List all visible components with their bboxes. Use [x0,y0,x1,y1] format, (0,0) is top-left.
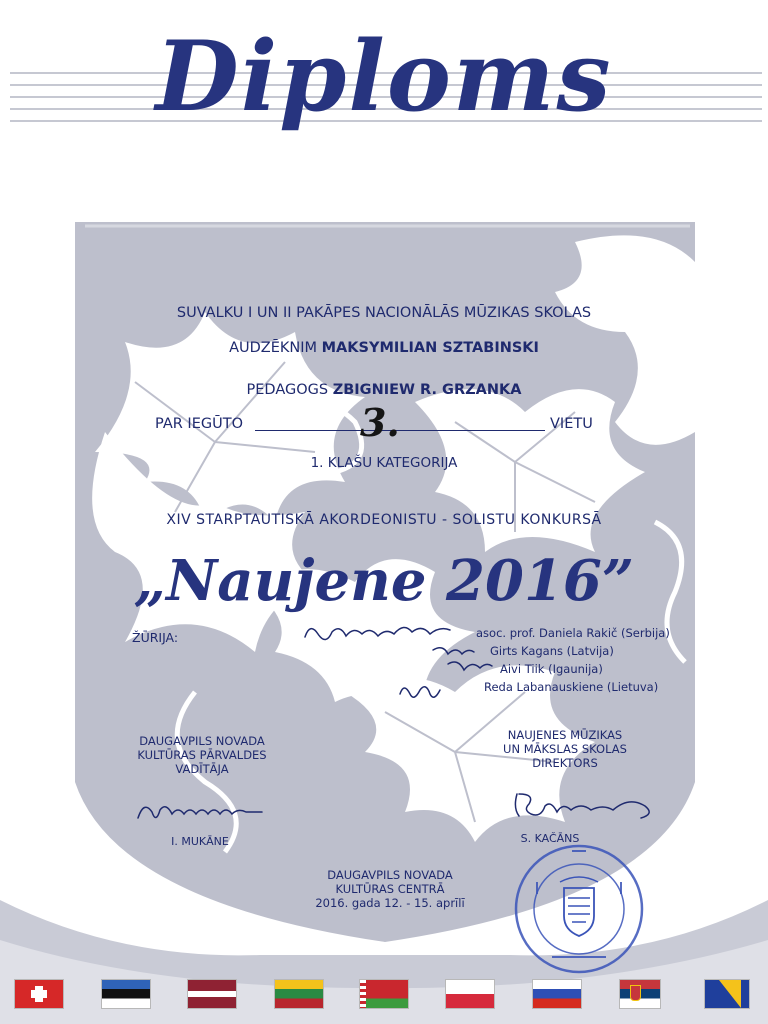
venue-line: 2016. gada 12. - 15. aprīlī [315,896,465,910]
jury-member: Reda Labanauskiene (Lietuva) [484,680,659,694]
left-signatory-name: I. MUKĀNE [171,835,229,848]
poland-flag [446,980,494,1008]
left-signature [130,794,270,830]
left-title-line: VADĪTĀJA [175,762,229,776]
bosnia-flag [705,980,749,1008]
official-stamp [512,842,646,976]
venue-date [300,868,480,910]
jury-label: ŽŪRIJA: [132,630,179,645]
right-signatory-name: S. KAČĀNS [520,832,580,845]
right-title-line: DIREKTORS [532,756,598,770]
jury-member: asoc. prof. Daniela Rakič (Serbija) [476,626,670,640]
teacher-name: ZBIGNIEW R. GRZANKA [332,382,522,398]
serbia-flag [620,980,660,1008]
jury-signature-3 [394,676,444,706]
right-signature [505,786,665,830]
category: 1. KLAŠU KATEGORIJA [310,455,458,471]
venue-line: DAUGAVPILS NOVADA [327,868,453,882]
jury-member: Aivi Tiik (Igaunija) [500,662,603,676]
latvia-flag [188,980,236,1008]
place-row [155,400,595,445]
teacher-prefix: PEDAGOGS [246,382,329,398]
place-prefix: PAR IEGŪTO [155,416,243,432]
student-prefix: AUDZĒKNIM [229,340,318,356]
place-underline [255,430,545,431]
student-line [0,340,768,356]
jury-member: Girts Kagans (Latvija) [490,644,614,658]
jury-members [470,624,670,696]
right-title-line: NAUJENES MŪZIKAS [507,728,623,742]
belarus-flag [360,980,408,1008]
estonia-flag [102,980,150,1008]
lithuania-flag [275,980,323,1008]
right-title-line: UN MĀKSLAS SKOLAS [503,742,627,756]
left-signatory-title [122,734,282,776]
left-title-line: KULTŪRAS PĀRVALDES [137,748,267,762]
russia-flag [533,980,581,1008]
event-title: „Naujene 2016” [133,548,635,614]
switzerland-flag [15,980,63,1008]
place-suffix: VIETU [550,416,593,432]
place-value: 3. [360,400,400,445]
teacher-line [0,382,768,398]
flags-row [0,980,768,1010]
right-signatory-title [490,728,640,770]
competition-name: XIV STARPTAUTISKĀ AKORDEONISTU - SOLISTU KONKURSĀ [166,512,602,528]
diploma-title: Diploms [155,20,613,133]
school-name: SUVALKU I UN II PAKĀPES NACIONĀLĀS MŪZIKAS SKOLAS [176,305,592,321]
left-title-line: DAUGAVPILS NOVADA [139,734,265,748]
venue-line: KULTŪRAS CENTRĀ [335,882,445,896]
student-name: MAKSYMILIAN SZTABINSKI [321,340,539,356]
